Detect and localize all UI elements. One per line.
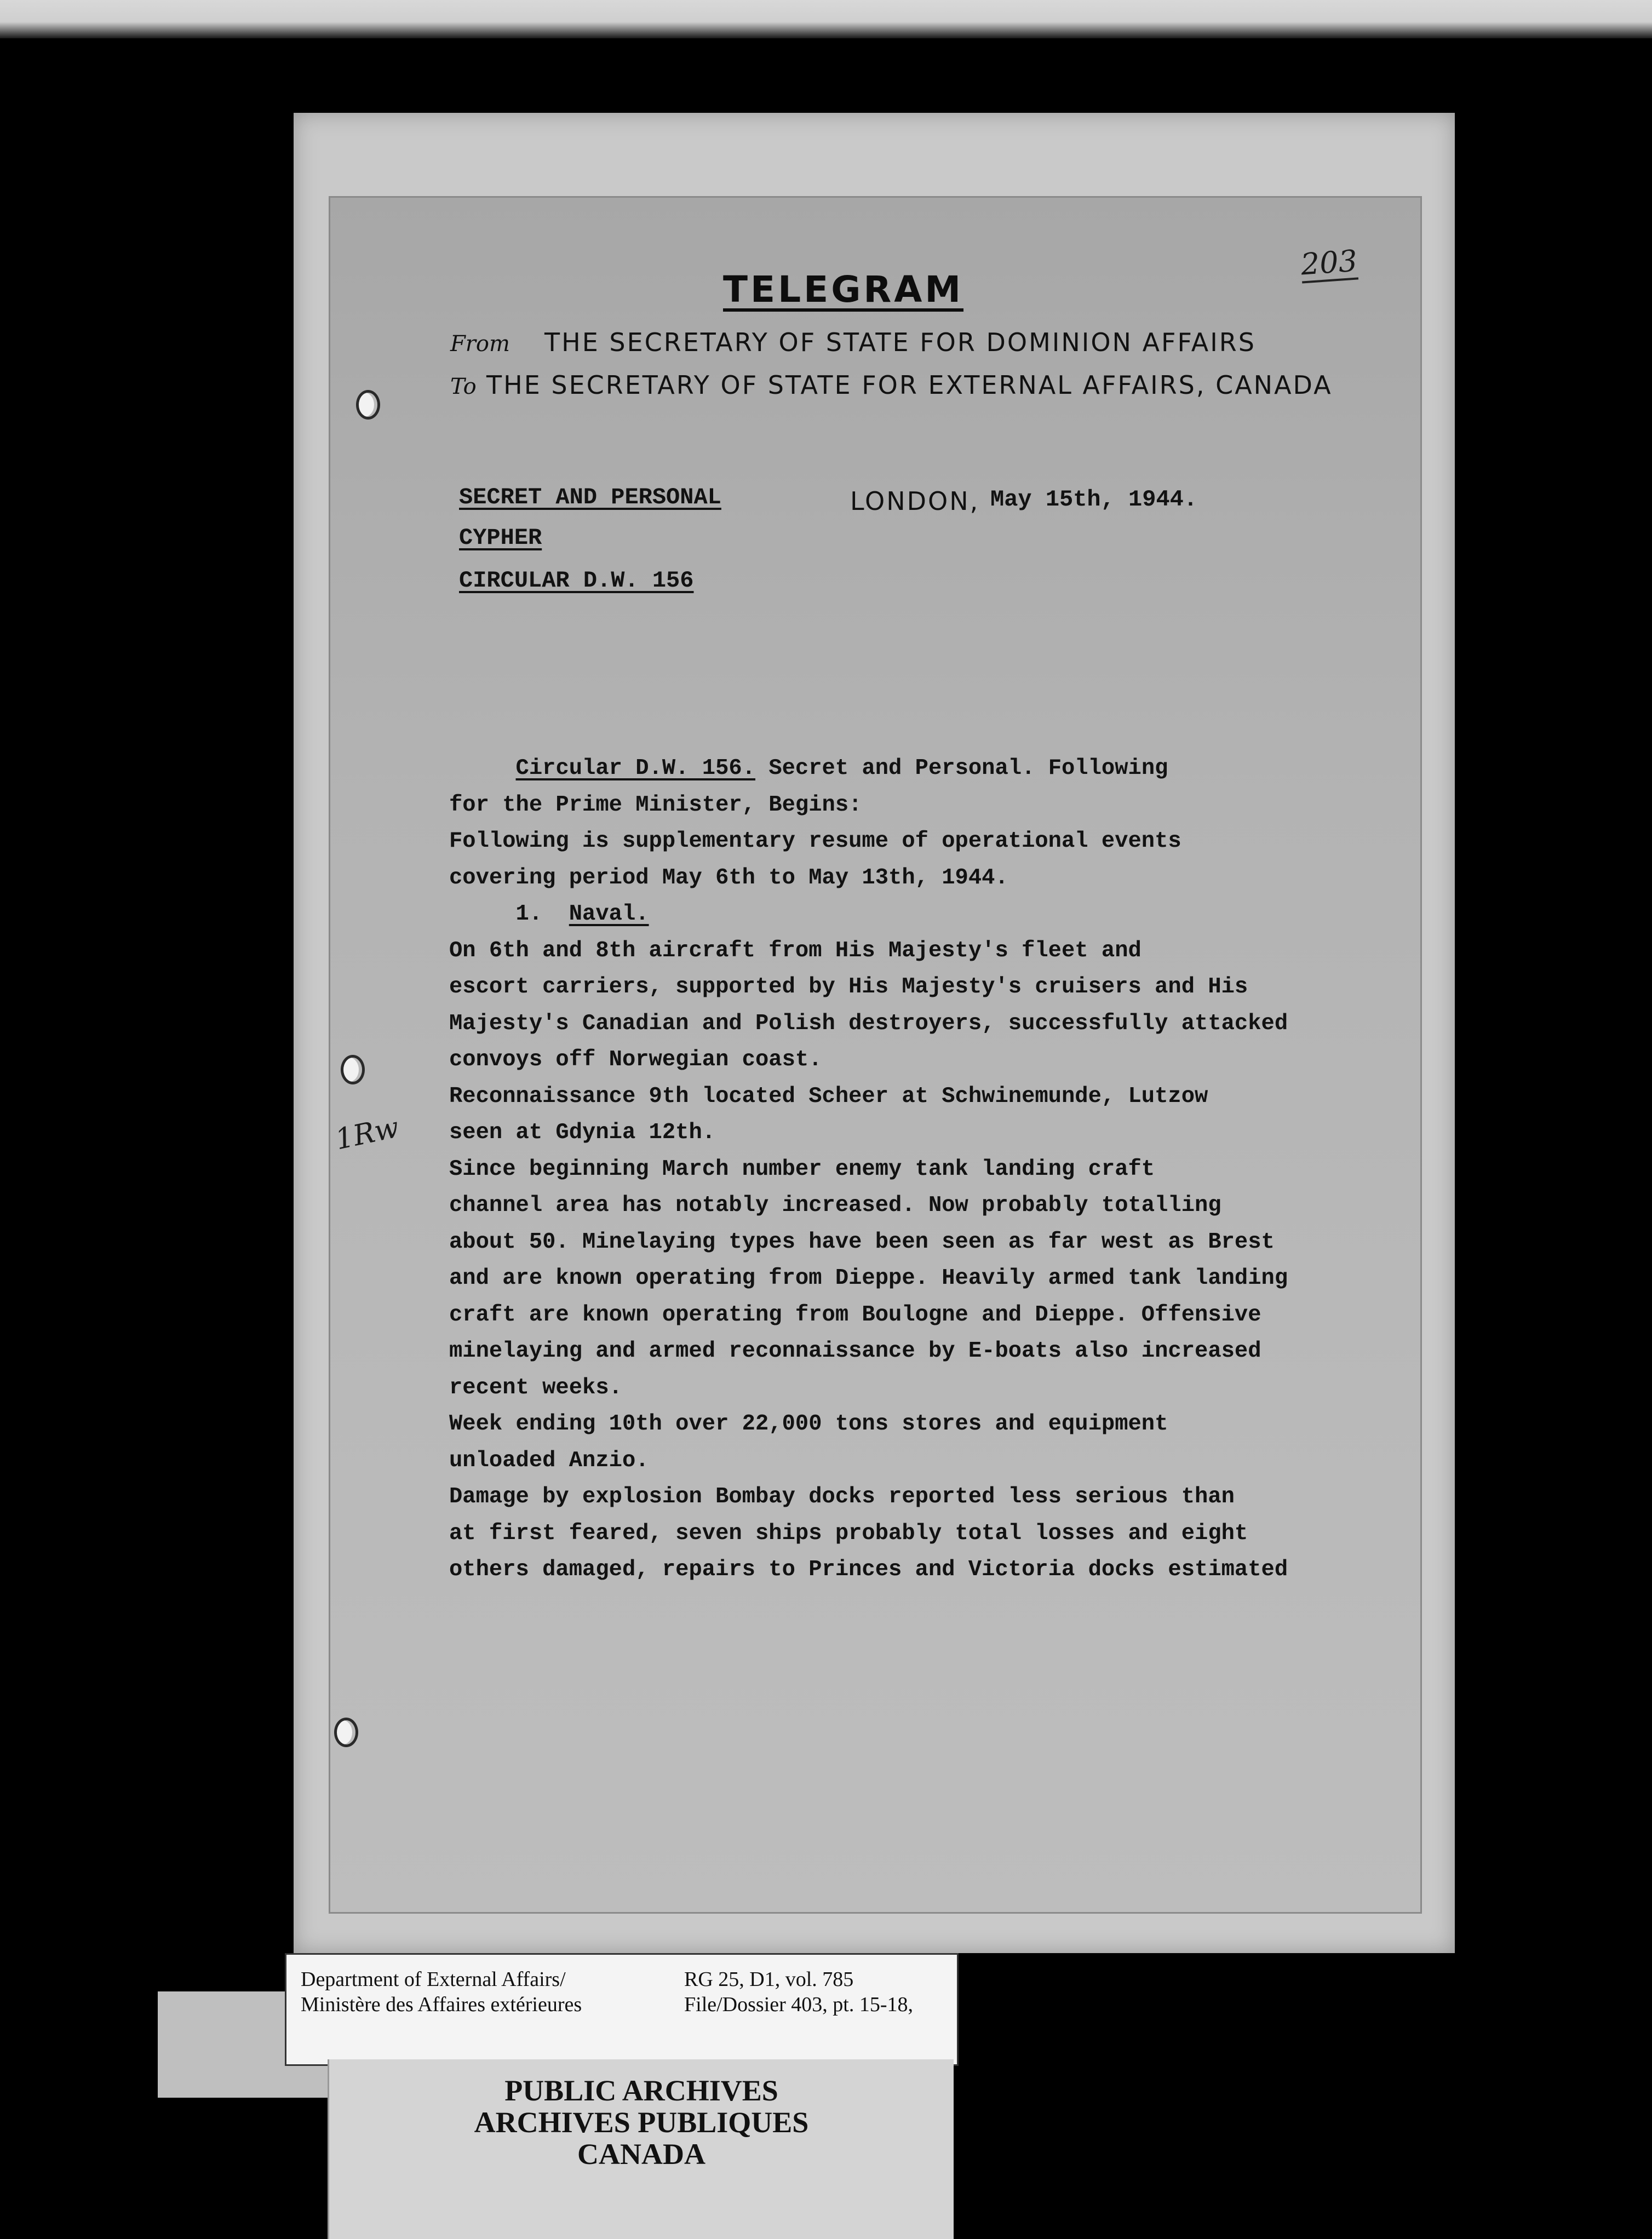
department-name: Department of External Affairs/ Ministère des Affaires extérieures [301, 1968, 582, 2016]
body-line: at first feared, seven ships probably total losses and eight [449, 1520, 1248, 1546]
body-line: about 50. Minelaying types have been seen as far west as Brest [449, 1229, 1275, 1255]
to-line [450, 370, 1333, 400]
body-line: 1. Naval. [449, 902, 649, 927]
punch-hole-bottom [334, 1718, 358, 1747]
from-value: THE SECRETARY OF STATE FOR DOMINION AFFAIRS [544, 328, 1256, 357]
body-line: others damaged, repairs to Princes and Victoria docks estimated [449, 1557, 1288, 1582]
naval-heading: Naval. [569, 902, 649, 927]
body-line: Since beginning March number enemy tank landing craft [449, 1156, 1155, 1182]
body-line: Circular D.W. 156. Secret and Personal. Following [515, 756, 1168, 781]
body-line: for the Prime Minister, Begins: [449, 792, 862, 818]
body-line: covering period May 6th to May 13th, 1944. [449, 865, 1008, 891]
body-line: unloaded Anzio. [449, 1448, 649, 1473]
file-reference: RG 25, D1, vol. 785 File/Dossier 403, pt. 15-18, [684, 1968, 913, 2016]
film-top-edge [0, 0, 1652, 38]
body-line: minelaying and armed reconnaissance by E-boats also increased [449, 1339, 1261, 1364]
to-label: To [450, 374, 477, 399]
body-line: On 6th and 8th aircraft from His Majesty's fleet and [449, 938, 1142, 963]
from-label: From [450, 331, 510, 357]
transmission-method: CYPHER [459, 525, 542, 551]
circular-number: CIRCULAR D.W. 156 [459, 567, 694, 594]
circular-reference: Circular D.W. 156. [515, 756, 756, 781]
body-line: Following is supplementary resume of operational events [449, 829, 1181, 854]
place: LONDON, [850, 486, 980, 516]
body-line: channel area has notably increased. Now probably totalling [449, 1193, 1221, 1218]
body-line: craft are known operating from Boulogne and Dieppe. Offensive [449, 1302, 1261, 1328]
body-line: and are known operating from Dieppe. Heavily armed tank landing [449, 1266, 1288, 1291]
body-line: recent weeks. [449, 1375, 622, 1400]
telegram-title: TELEGRAM [723, 268, 963, 311]
body-line: convoys off Norwegian coast. [449, 1047, 822, 1072]
punch-hole-top [356, 390, 380, 420]
body-line: Majesty's Canadian and Polish destroyers, successfully attacked [449, 1011, 1288, 1036]
to-value: THE SECRETARY OF STATE FOR EXTERNAL AFFAIRS, CANADA [486, 370, 1333, 400]
archives-stamp: PUBLIC ARCHIVES ARCHIVES PUBLIQUES CANADA [474, 2074, 809, 2171]
body-line: Damage by explosion Bombay docks reported less serious than [449, 1484, 1235, 1509]
page-number: 203 [1300, 244, 1358, 283]
telegram-body [449, 750, 1358, 1588]
body-line: Week ending 10th over 22,000 tons stores and equipment [449, 1411, 1168, 1437]
archives-stamp-card [328, 2059, 954, 2239]
punch-hole-middle [341, 1055, 365, 1084]
body-line: Reconnaissance 9th located Scheer at Schwinemunde, Lutzow [449, 1083, 1208, 1109]
handwritten-margin-note: 1Rw [332, 1111, 402, 1157]
body-line: seen at Gdynia 12th. [449, 1120, 716, 1145]
from-line [450, 328, 1256, 357]
body-line: escort carriers, supported by His Majesty's cruisers and His [449, 974, 1248, 1000]
archive-reference-label [285, 1953, 959, 2066]
date: May 15th, 1944. [990, 486, 1198, 513]
classification: SECRET AND PERSONAL [459, 484, 721, 510]
